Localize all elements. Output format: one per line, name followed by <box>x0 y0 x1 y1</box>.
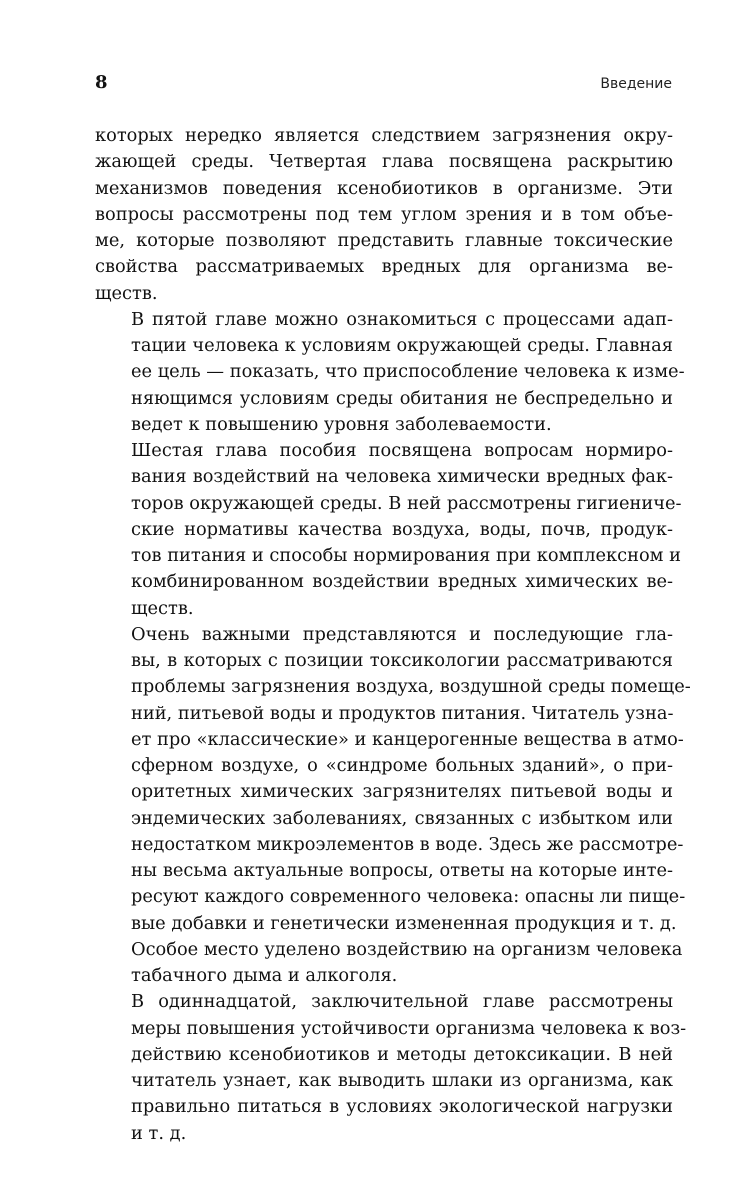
text-line: оритетных химических загрязнителях питьевой воды и <box>131 781 673 803</box>
text-line: ет про «классические» и канцерогенные вещества в атмо- <box>131 728 684 750</box>
paragraph <box>95 307 685 438</box>
running-head: Введение <box>600 76 672 92</box>
page-header <box>95 72 672 96</box>
text-line: ме, которые позволяют представить главные токсические <box>95 230 673 251</box>
paragraph <box>95 123 673 307</box>
text-line: недостатком микроэлементов в воде. Здесь же рассмотре- <box>131 833 684 855</box>
text-line: ведет к повышению уровня заболеваемости. <box>131 413 552 435</box>
text-line: ны весьма актуальные вопросы, ответы на которые инте- <box>131 860 673 881</box>
text-line: Шестая глава пособия посвящена вопросам нормиро- <box>131 440 673 461</box>
text-line: читатель узнает, как выводить шлаки из организма, как <box>131 1070 673 1091</box>
text-line: ские нормативы качества воздуха, воды, почв, продук- <box>131 518 673 540</box>
text-line: сферном воздухе, о «синдроме больных зданий», о при- <box>131 755 673 776</box>
paragraph <box>95 438 682 622</box>
text-line: Особое место уделено воздействию на организм человека <box>131 938 683 960</box>
text-line: няющимся условиям среды обитания не беспредельно и <box>131 387 673 409</box>
text-line: ресуют каждого современного человека: опасны ли пище- <box>131 886 686 908</box>
text-line: свойства рассматриваемых вредных для организма ве- <box>95 256 673 278</box>
text-line: комбинированном воздействии вредных химических ве- <box>131 571 673 593</box>
text-line: торов окружающей среды. В ней рассмотрены гигиениче- <box>131 492 682 514</box>
text-line: ний, питьевой воды и продуктов питания. Читатель узна- <box>131 702 674 724</box>
text-line: вы, в которых с позиции токсикологии рассматриваются <box>131 650 673 671</box>
text-line: тации человека к условиям окружающей среды. Главная <box>131 335 673 356</box>
text-line: табачного дыма и алкоголя. <box>131 965 398 986</box>
text-line: ее цель — показать, что приспособление человека к изме- <box>131 361 685 383</box>
text-line: В пятой главе можно ознакомиться с процессами адап- <box>131 308 673 330</box>
text-line: ществ. <box>95 282 158 304</box>
text-line: механизмов поведения ксенобиотиков в организме. Эти <box>95 177 673 199</box>
text-line: вания воздействий на человека химически вредных фак- <box>131 466 673 488</box>
page-number: 8 <box>95 72 108 93</box>
paragraph <box>95 989 687 1147</box>
text-line: вопросы рассмотрены под тем углом зрения и в том объе- <box>95 203 673 225</box>
text-line: Очень важными представляются и последующие гла- <box>131 623 673 645</box>
text-line: эндемических заболеваниях, связанных с избытком или <box>131 807 673 829</box>
text-line: меры повышения устойчивости организма человека к воз- <box>131 1017 687 1039</box>
text-line: правильно питаться в условиях экологической нагрузки <box>131 1096 673 1118</box>
text-line: проблемы загрязнения воздуха, воздушной среды помеще- <box>131 676 691 698</box>
text-line: ществ. <box>131 597 194 619</box>
text-line: В одиннадцатой, заключительной главе рассмотрены <box>131 991 673 1013</box>
text-line: жающей среды. Четвертая глава посвящена раскрытию <box>95 151 673 173</box>
paragraph <box>95 622 691 990</box>
text-line: тов питания и способы нормирования при комплексном и <box>131 545 682 566</box>
text-line: которых нередко является следствием загрязнения окру- <box>95 125 673 146</box>
text-line: действию ксенобиотиков и методы детоксикации. В ней <box>131 1043 673 1065</box>
text-line: вые добавки и генетически измененная продукция и т. д. <box>131 912 677 934</box>
body-text <box>95 123 691 1147</box>
text-line: и т. д. <box>131 1122 187 1144</box>
